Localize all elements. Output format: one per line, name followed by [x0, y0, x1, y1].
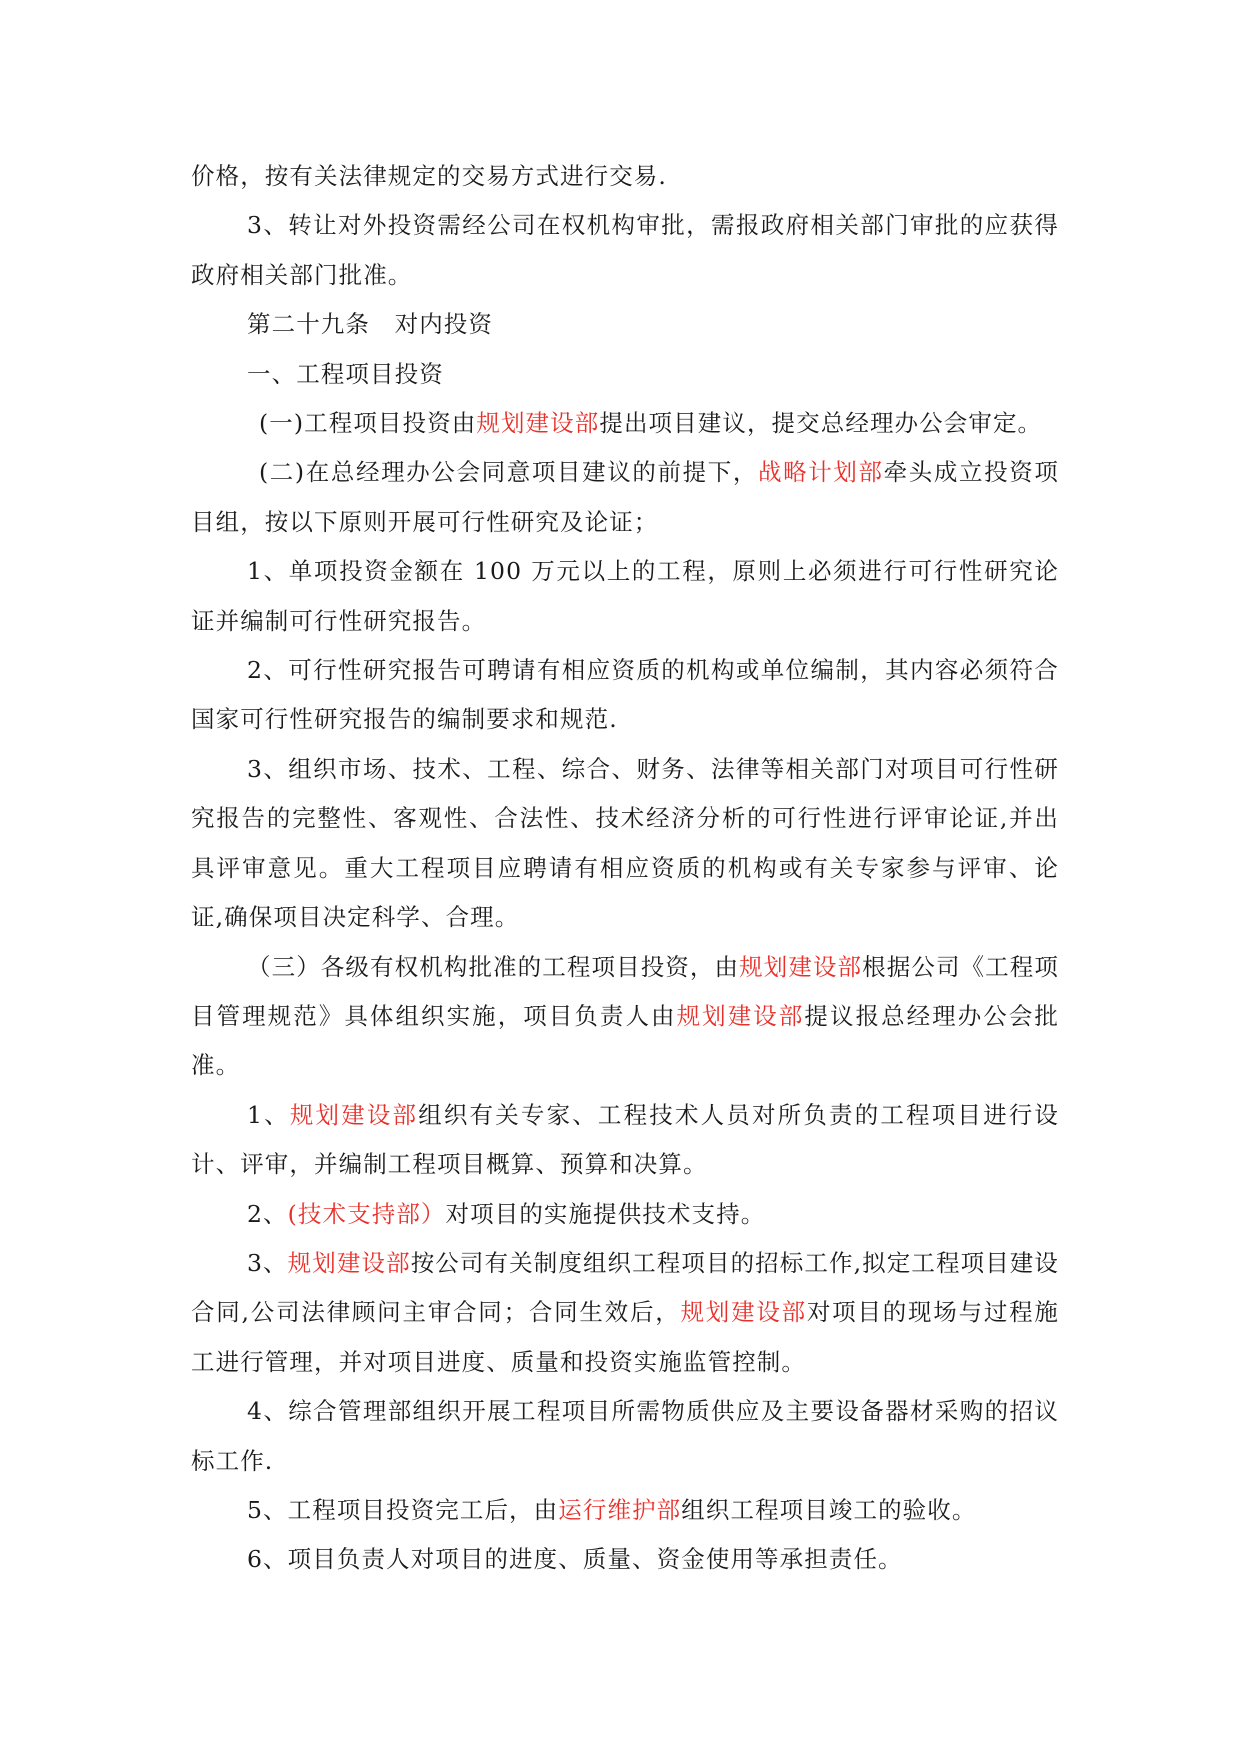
paragraph [191, 448, 1059, 547]
text-segment: 对项目的现场与过程施工进行管理，并对项目进度、质量和投资实施监管控制。 [191, 1298, 1059, 1376]
text-segment: （三）各级有权机构批准的工程项目投资，由 [247, 952, 740, 981]
text-segment: 提出项目建议，提交总经理办公会审定。 [599, 409, 1043, 438]
text-segment: 3、 [247, 1248, 288, 1277]
paragraph [191, 646, 1059, 745]
highlighted-department-name: (技术支持部） [287, 1199, 446, 1228]
text-segment: 根据公司《工程项目管理规范》具体组织实施，项目负责人由 [191, 952, 1059, 1030]
text-segment: 3、组织市场、技术、工程、综合、财务、法律等相关部门对项目可行性研究报告的完整性、客观性、合法性、技术经济分析的可行性进行评审论证,并出具评审意见。重大工程项目应聘请有相应资质的机构或有关专家参与评审、论证,确保项目决定科学、合理。 [191, 754, 1059, 932]
text-segment: 3、转让对外投资需经公司在权机构审批，需报政府相关部门审批的应获得政府相关部门批准。 [191, 211, 1059, 289]
paragraph [191, 1190, 1059, 1239]
text-segment: 价格，按有关法律规定的交易方式进行交易. [191, 162, 667, 190]
text-segment: 5、工程项目投资完工后，由 [247, 1495, 559, 1524]
paragraph [191, 1387, 1059, 1486]
text-segment: 牵头成立投资项目组，按以下原则开展可行性研究及论证； [191, 458, 1060, 536]
paragraph [191, 943, 1059, 1091]
text-segment: 4、综合管理部组织开展工程项目所需物质供应及主要设备器材采购的招议标工作. [191, 1397, 1059, 1475]
text-segment: 2、可行性研究报告可聘请有相应资质的机构或单位编制，其内容必须符合国家可行性研究报告的编制要求和规范. [191, 656, 1059, 734]
paragraph [191, 1239, 1059, 1387]
paragraph [191, 1091, 1059, 1190]
paragraph [191, 152, 1059, 201]
highlighted-department-name: 战略计划部 [758, 458, 884, 487]
paragraph [191, 547, 1059, 646]
text-segment: 第二十九条 对内投资 [247, 310, 493, 339]
paragraph [191, 1535, 1059, 1584]
text-segment: (二)在总经理办公会同意项目建议的前提下， [259, 458, 758, 487]
text-segment: 一、工程项目投资 [247, 359, 444, 388]
text-segment: 2、 [247, 1199, 288, 1228]
highlighted-department-name: 规划建设部 [676, 1001, 805, 1030]
paragraph [191, 399, 1059, 448]
highlighted-department-name: 规划建设部 [287, 1248, 411, 1277]
paragraph [191, 745, 1059, 943]
paragraph [191, 300, 1059, 349]
text-segment: 1、单项投资金额在 100 万元以上的工程，原则上必须进行可行性研究论证并编制可行性研究报告。 [191, 557, 1059, 635]
text-segment: 6、项目负责人对项目的进度、质量、资金使用等承担责任。 [247, 1545, 903, 1574]
paragraph [191, 1486, 1059, 1535]
highlighted-department-name: 规划建设部 [476, 409, 600, 438]
text-segment: (一)工程项目投资由 [259, 409, 477, 438]
text-segment: 1、 [247, 1100, 290, 1129]
paragraph [191, 201, 1059, 300]
text-segment: 组织工程项目竣工的验收。 [681, 1495, 977, 1524]
text-segment: 提议报总经理办公会批准。 [191, 1001, 1060, 1080]
highlighted-department-name: 规划建设部 [680, 1298, 807, 1327]
text-segment: 按公司有关制度组织工程项目的招标工作,拟定工程项目建设合同,公司法律顾问主审合同；合同生效后， [191, 1248, 1060, 1327]
paragraph [191, 350, 1059, 399]
document-body [191, 152, 1059, 1585]
highlighted-department-name: 规划建设部 [289, 1100, 419, 1129]
highlighted-department-name: 运行维护部 [558, 1495, 682, 1524]
highlighted-department-name: 规划建设部 [739, 952, 863, 981]
text-segment: 对项目的实施提供技术支持。 [445, 1199, 766, 1228]
text-segment: 组织有关专家、工程技术人员对所负责的工程项目进行设计、评审，并编制工程项目概算、预算和决算。 [191, 1100, 1060, 1179]
